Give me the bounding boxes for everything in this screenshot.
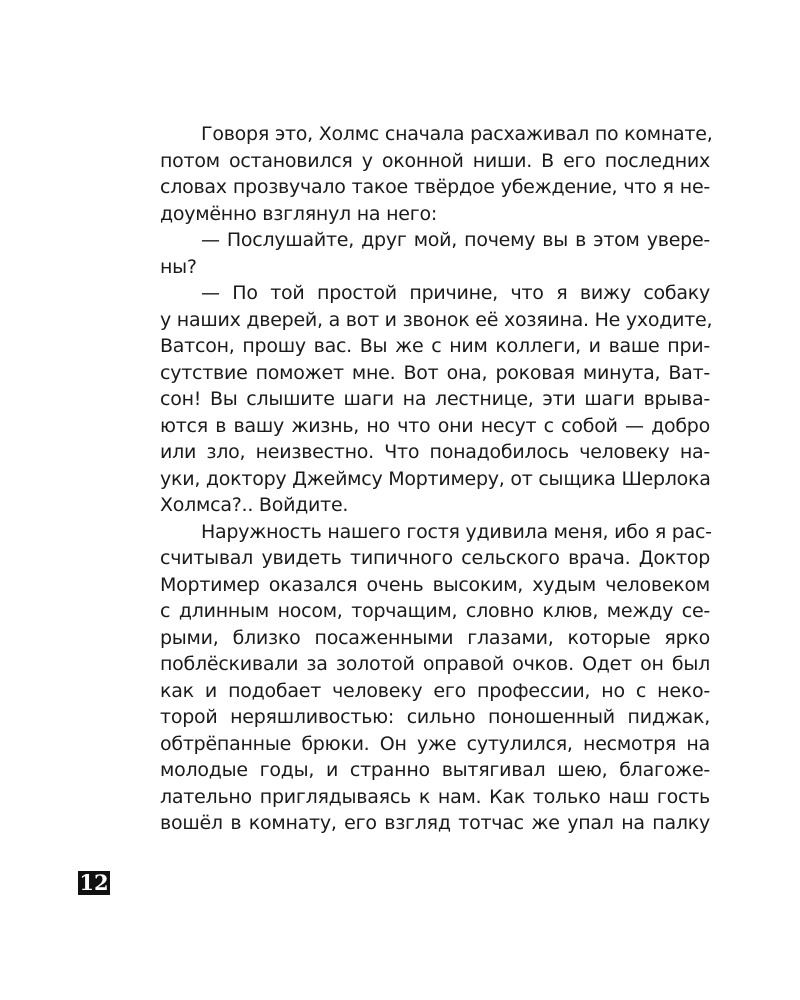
text-line: вошёл в комнату, его взгляд тотчас же упал на палку — [160, 812, 710, 834]
text-line: доумённо взглянул на него: — [160, 202, 437, 225]
text-line: торой неряшливостью: сильно поношенный пиджак, — [160, 706, 710, 728]
text-line: или зло, неизвестно. Что понадобилось человеку на- — [160, 441, 710, 463]
text-line: ются в вашу жизнь, но что они несут с собой — добро — [160, 414, 710, 437]
text-line: Мортимер оказался очень высоким, худым человеком — [160, 573, 710, 596]
text-line: лательно приглядываясь к нам. Как только наш гость — [160, 785, 710, 808]
text-line: — Послушайте, друг мой, почему вы в этом увере- — [201, 229, 710, 251]
text-line: как и подобает человеку его профессии, но с неко- — [160, 679, 710, 702]
text-line: с длинным носом, торчащим, словно клюв, между се- — [160, 600, 710, 622]
text-line: ны? — [160, 255, 197, 278]
text-line: Ватсон, прошу вас. Вы же с ним коллеги, и ваше при- — [160, 335, 710, 357]
text-line: обтрёпанные брюки. Он уже сутулился, несмотря на — [160, 732, 710, 755]
text-line: Холмса?.. Войдите. — [160, 494, 349, 516]
text-line: рыми, близко посаженными глазами, которые ярко — [160, 626, 710, 649]
text-line: потом остановился у оконной ниши. В его последних — [160, 149, 710, 172]
text-line: у наших дверей, а вот и звонок её хозяина. Не уходите, — [160, 308, 713, 331]
text-line: — По той простой причине, что я вижу собаку — [201, 282, 710, 304]
text-line: Говоря это, Холмс сначала расхаживал по комнате, — [201, 123, 713, 145]
text-line: сутствие поможет мне. Вот она, роковая минута, Ват- — [160, 361, 710, 384]
text-line: уки, доктору Джеймсу Мортимеру, от сыщика Шерлока — [160, 467, 711, 490]
text-line: словах прозвучало такое твёрдое убеждение, что я не- — [160, 176, 710, 198]
page-number: 12 — [79, 870, 109, 895]
text-line: Наружность нашего гостя удивила меня, ибо я рас- — [201, 520, 712, 543]
body-text — [160, 121, 713, 837]
text-line: сон! Вы слышите шаги на лестнице, эти шаги врыва- — [160, 388, 710, 410]
text-line: поблёскивали за золотой оправой очков. Одет он был — [160, 653, 710, 675]
text-line: считывал увидеть типичного сельского врача. Доктор — [160, 547, 710, 569]
text-line: молодые годы, и странно вытягивал шею, благоже- — [160, 759, 710, 781]
